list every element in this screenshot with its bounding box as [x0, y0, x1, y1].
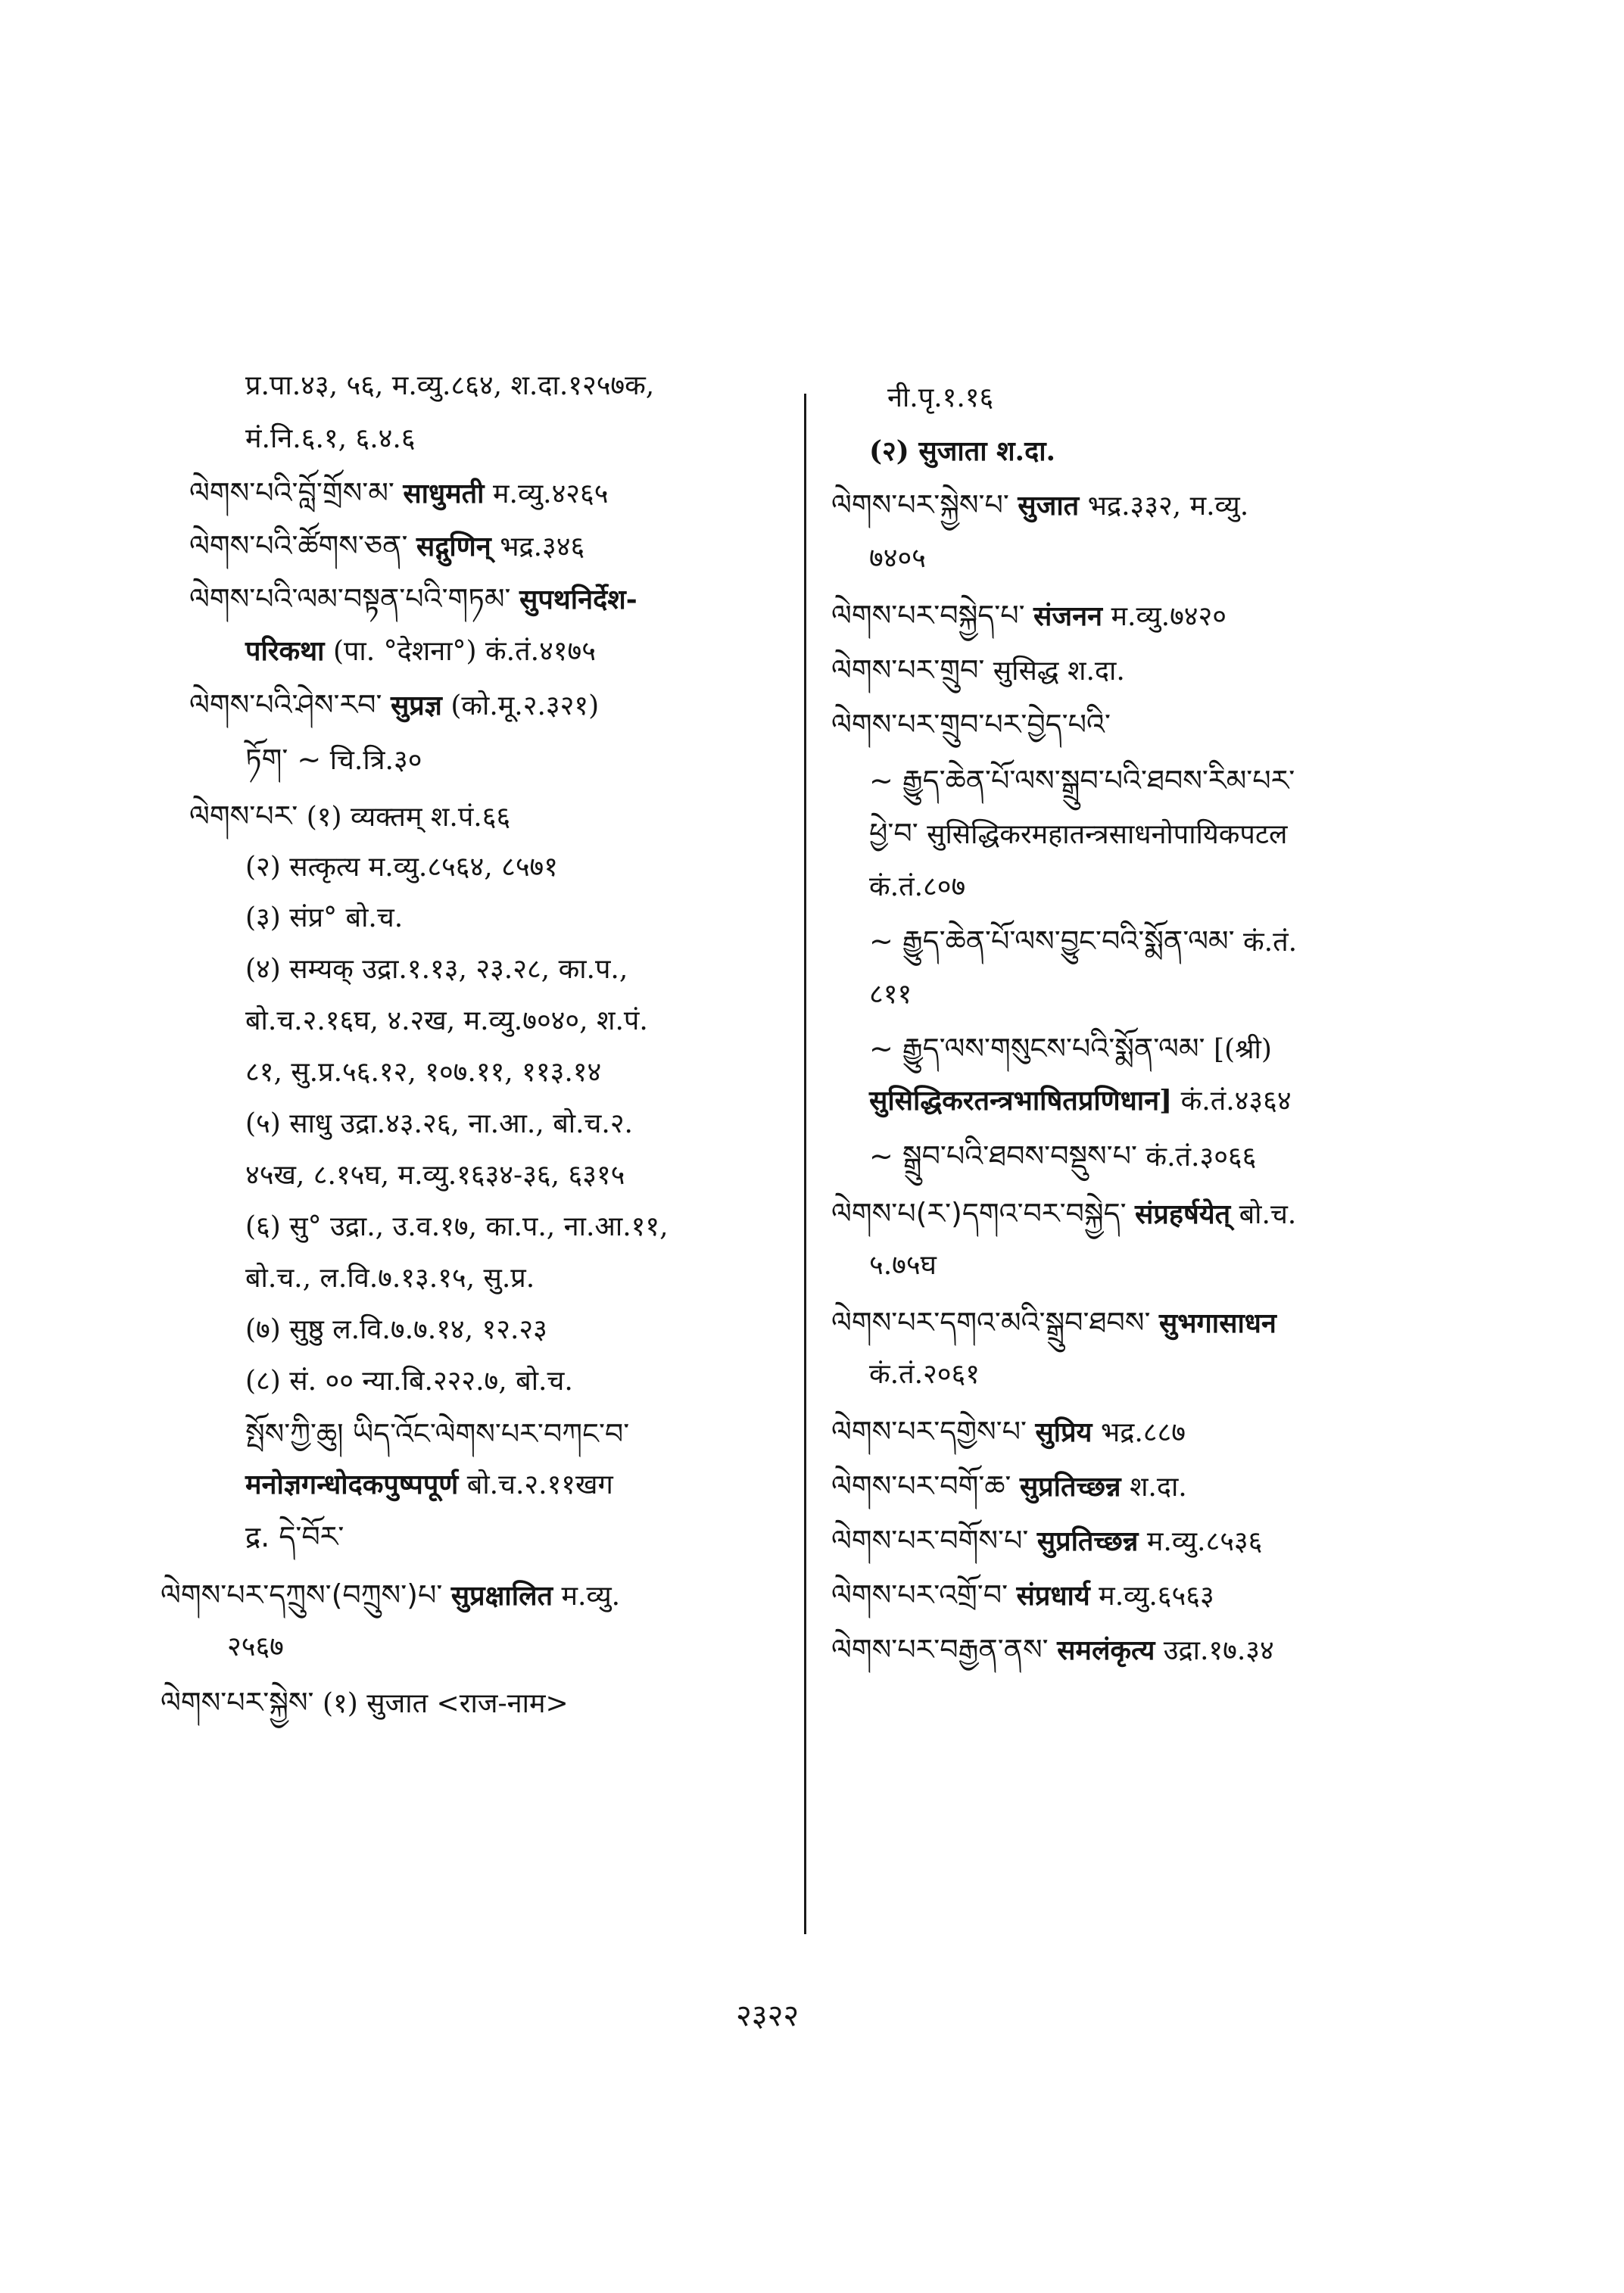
tibetan-headword: ལེགས་པར་གྲུབ་: [831, 653, 985, 687]
entry-line: [245, 425, 416, 453]
tibetan-headword: ལེགས་པར་བསྐྱེད་པ་: [831, 599, 1025, 632]
sanskrit-term: संप्रहर्षयेत्: [1135, 1198, 1231, 1230]
tibetan-subentry: ~ རྒྱུད་ཆེན་པོ་ལས་སྒྲུབ་པའི་ཐབས་རིམ་པར་: [869, 764, 1295, 797]
sanskrit-term: सुप्रज्ञ: [390, 690, 442, 721]
ref-text: भद्र.८८७: [1100, 1417, 1186, 1448]
entry-line: [831, 1417, 1186, 1447]
sanskrit-term: साधुमती: [403, 478, 485, 509]
ref-text: (६) सु° उद्रा., उ.व.१७, का.प., ना.आ.११,: [245, 1211, 669, 1242]
entry-line: [869, 819, 1287, 849]
sanskrit-term: सुप्रक्षालित: [450, 1580, 553, 1612]
entry-line: [831, 1199, 1296, 1229]
ref-text: ८११: [869, 979, 912, 1010]
ref-text: ८१, सु.प्र.५६.१२, १०७.११, ११३.१४: [245, 1057, 602, 1088]
tibetan-headword: ཏོག་ ~: [245, 743, 322, 776]
tibetan-headword: ལེགས་པར་བགོས་པ་: [831, 1524, 1029, 1557]
sanskrit-term: समलंकृत्य: [1057, 1634, 1155, 1666]
sanskrit-term: संप्रधार्य: [1016, 1580, 1090, 1612]
entry-line: [869, 435, 1056, 467]
tibetan-headword: ལེགས་པར་དཀྲུས་(བཀྲུས་)པ་: [161, 1578, 443, 1612]
sanskrit-term: सुभगासाधन: [1158, 1307, 1276, 1339]
entry-line: [245, 1522, 344, 1552]
ref-text: (२) सत्कृत्य म.व्यु.८५६४, ८५७१: [245, 852, 558, 883]
entry-line: [245, 1059, 601, 1086]
sanskrit-term: मनोज्ञगन्धोदकपुष्पपूर्ण: [245, 1469, 459, 1500]
entry-line: [189, 799, 511, 833]
ref-text: (को.मू.२.३२१): [450, 690, 600, 721]
tibetan-phrase: སྤོས་ཀྱི་ཆུ། ཡིད་འོང་ལེགས་པར་བཀང་བ་: [245, 1417, 630, 1450]
ref-text: कं.तं.३०६६: [1146, 1142, 1257, 1173]
entry-line: [869, 981, 912, 1008]
tibetan-headword: ལེགས་པར་སྐྱེས་པ་: [831, 488, 1009, 522]
ref-text: (पा. °देशना°) कं.तं.४१७५: [332, 636, 596, 667]
page-number: २३२२: [736, 1999, 800, 2033]
entry-line: [245, 637, 596, 665]
sanskrit-term: सुप्रतिच्छन्न: [1019, 1471, 1121, 1503]
ref-text: बो.च.२.१६घ, ४.२ख, म.व्यु.७०४०, श.पं.: [245, 1005, 648, 1036]
tibetan-headword: ལེགས་པར་བརྒྱན་ནས་: [831, 1633, 1049, 1666]
entry-line: [869, 1252, 937, 1279]
column-divider: [804, 394, 806, 1934]
entry-line: [245, 1471, 613, 1499]
sanskrit-term: संजनन: [1033, 600, 1103, 632]
tibetan-headword: ལེགས་པར་: [189, 799, 298, 833]
ref-text: कं.तं.८०७: [869, 871, 966, 902]
entry-line: [245, 1213, 669, 1241]
tibetan-headword: ལེགས་པར་སྐྱེས་: [161, 1686, 314, 1719]
ref-text: (८) सं. ०० न्या.बि.२२२.७, बो.च.: [245, 1366, 573, 1397]
tibetan-headword: ལེགས་པར་དགའ་མའི་སྒྲུབ་ཐབས་: [831, 1306, 1151, 1339]
entry-line: [245, 745, 422, 774]
ref-text: म.व्यु.८५३६: [1146, 1526, 1263, 1557]
entry-line: [245, 1368, 573, 1395]
entry-line: [245, 854, 558, 881]
entry-line: [245, 1419, 629, 1449]
ref-text: (४) सम्यक् उद्रा.१.१३, २३.२८, का.प.,: [245, 954, 628, 985]
ref-text: उद्रा.१७.३४: [1163, 1635, 1274, 1666]
sanskrit-term: सुसिद्धिकरतन्त्रभाषितप्रणिधान]: [869, 1085, 1173, 1117]
sanskrit-term: सुपथनिर्देश-: [519, 584, 637, 615]
ref-text: बो.च., ल.वि.७.१३.१५, सु.प्र.: [245, 1263, 535, 1294]
tibetan-headword: ལེགས་པ(ར་)དགའ་བར་བསྐྱེད་: [831, 1197, 1127, 1230]
entry-line: [831, 1469, 1187, 1503]
entry-line: [161, 1578, 621, 1612]
entry-line: [189, 478, 608, 508]
entry-line: [831, 601, 1227, 631]
entry-line: [245, 902, 404, 933]
entry-line: [161, 1688, 569, 1718]
sanskrit-term: सद्गुणिन्: [416, 531, 491, 562]
ref-text: म.व्यु.६५६३: [1099, 1581, 1214, 1612]
ref-text: श.दा.: [1129, 1472, 1187, 1503]
ref-text: प्र.पा.४३, ५६, म.व्यु.८६४, श.दा.१२५७क,: [245, 370, 655, 401]
tibetan-subentry: ~ རྒྱུད་ལས་གསུངས་པའི་སྨོན་ལམ་: [869, 1032, 1205, 1065]
entry-line: [869, 1139, 1257, 1173]
ref-text: चि.त्रि.३०: [329, 745, 422, 776]
entry-line: [831, 1308, 1276, 1338]
tibetan-subentry: ཕྱེ་བ་: [869, 817, 918, 850]
ref-text: भद्र.३३२, म.व्यु.: [1087, 491, 1249, 522]
tibetan-subentry: ~ སྒྲུབ་པའི་ཐབས་བསྡུས་པ་: [869, 1139, 1137, 1173]
tibetan-headword: ལེགས་པའི་ལམ་བསྟན་པའི་གཏམ་: [189, 582, 511, 615]
entry-line: [869, 766, 1295, 796]
ref-text: कं.तं.२०६१: [869, 1359, 980, 1390]
entry-line: [869, 1361, 980, 1388]
entry-line: [831, 488, 1249, 522]
ref-text: सुसिद्धिकरमहातन्त्रसाधनोपायिकपटल: [927, 819, 1288, 850]
entry-line: [831, 653, 1125, 687]
tibetan-headword: ལེགས་པའི་ཚོགས་ཅན་: [189, 529, 408, 562]
entry-line: [245, 956, 628, 983]
ref-text: ४५ख, ८.१५घ, म.व्यु.१६३४-३६, ६३१५: [245, 1160, 625, 1191]
ref-text: बो.च.२.११खग: [466, 1469, 613, 1500]
ref-text: बो.च.: [1239, 1199, 1297, 1230]
tibetan-subentry: ~ རྒྱུད་ཆེན་པོ་ལས་བྱུང་བའི་སྨོན་ལམ་: [869, 924, 1235, 958]
entry-line: [869, 545, 926, 572]
entry-line: [227, 1631, 284, 1662]
tibetan-headword: ལེགས་པའི་ཤེས་རབ་: [189, 688, 382, 721]
entry-line: [869, 871, 966, 902]
entry-line: [831, 1635, 1274, 1665]
entry-line: [831, 1526, 1262, 1556]
ref-text: सुसिद्ध श.दा.: [993, 656, 1125, 687]
sanskrit-term: सुप्रिय: [1035, 1416, 1093, 1448]
entry-line: [245, 1005, 648, 1036]
entry-line: [869, 1087, 1292, 1115]
ref-text: म.व्यु.: [561, 1581, 621, 1612]
ref-text: (३) संप्र° बो.च.: [245, 902, 404, 933]
sanskrit-term: सुप्रतिच्छन्न: [1036, 1525, 1139, 1557]
entry-line: [189, 531, 584, 561]
tibetan-headword: ལེགས་པར་བགོ་ཆ་: [831, 1469, 1011, 1503]
ref-text: (१) व्यक्तम् श.पं.६६: [306, 802, 511, 833]
ref-text: ५.७५घ: [869, 1250, 937, 1281]
ref-text: (५) साधु उद्रा.४३.२६, ना.आ., बो.च.२.: [245, 1108, 633, 1139]
ref-text: ७४०५: [869, 543, 926, 574]
ref-text: [(श्री): [1213, 1034, 1272, 1065]
ref-text: (२) सुजाता श.दा.: [869, 435, 1056, 467]
entry-line: [245, 1316, 547, 1344]
entry-line: [245, 1108, 633, 1139]
ref-text: म.व्यु.७४२०: [1111, 601, 1227, 632]
ref-text: कं.तं.: [1243, 927, 1298, 958]
entry-line: [831, 710, 1111, 740]
tibetan-headword: ལེགས་པའི་བློ་གྲོས་མ་: [189, 476, 394, 509]
entry-line: [869, 924, 1298, 958]
tibetan-headword: ལེགས་པར་གྲུབ་པར་བྱེད་པའི་: [831, 708, 1111, 741]
sanskrit-term: परिकथा: [245, 635, 325, 667]
entry-line: [189, 690, 599, 720]
ref-text: म.व्यु.४२६५: [492, 478, 609, 509]
ref-text: (१) सुजात <राज-नाम>: [322, 1688, 569, 1719]
entry-line: [869, 1034, 1272, 1064]
cross-reference: द्र. དེ་བོར་: [245, 1520, 344, 1553]
entry-line: [245, 1162, 625, 1189]
tibetan-headword: ལེགས་པར་དགྱེས་པ་: [831, 1415, 1027, 1448]
entry-line: [831, 1578, 1214, 1612]
entry-line: [887, 382, 994, 413]
entry-line: [245, 372, 654, 400]
ref-text: नी.पृ.१.१६: [887, 382, 994, 413]
tibetan-headword: ལེགས་པར་འགྲོ་བ་: [831, 1578, 1008, 1612]
entry-line: [245, 1265, 535, 1292]
ref-text: कं.तं.४३६४: [1180, 1086, 1292, 1117]
entry-line: [189, 584, 637, 614]
ref-text: २५६७: [227, 1631, 284, 1662]
sanskrit-term: सुजात: [1018, 490, 1080, 522]
ref-text: भद्र.३४६: [500, 531, 585, 562]
ref-text: (७) सुष्ठु ल.वि.७.७.१४, १२.२३: [245, 1314, 547, 1345]
ref-text: मं.नि.६.१, ६.४.६: [245, 423, 416, 454]
